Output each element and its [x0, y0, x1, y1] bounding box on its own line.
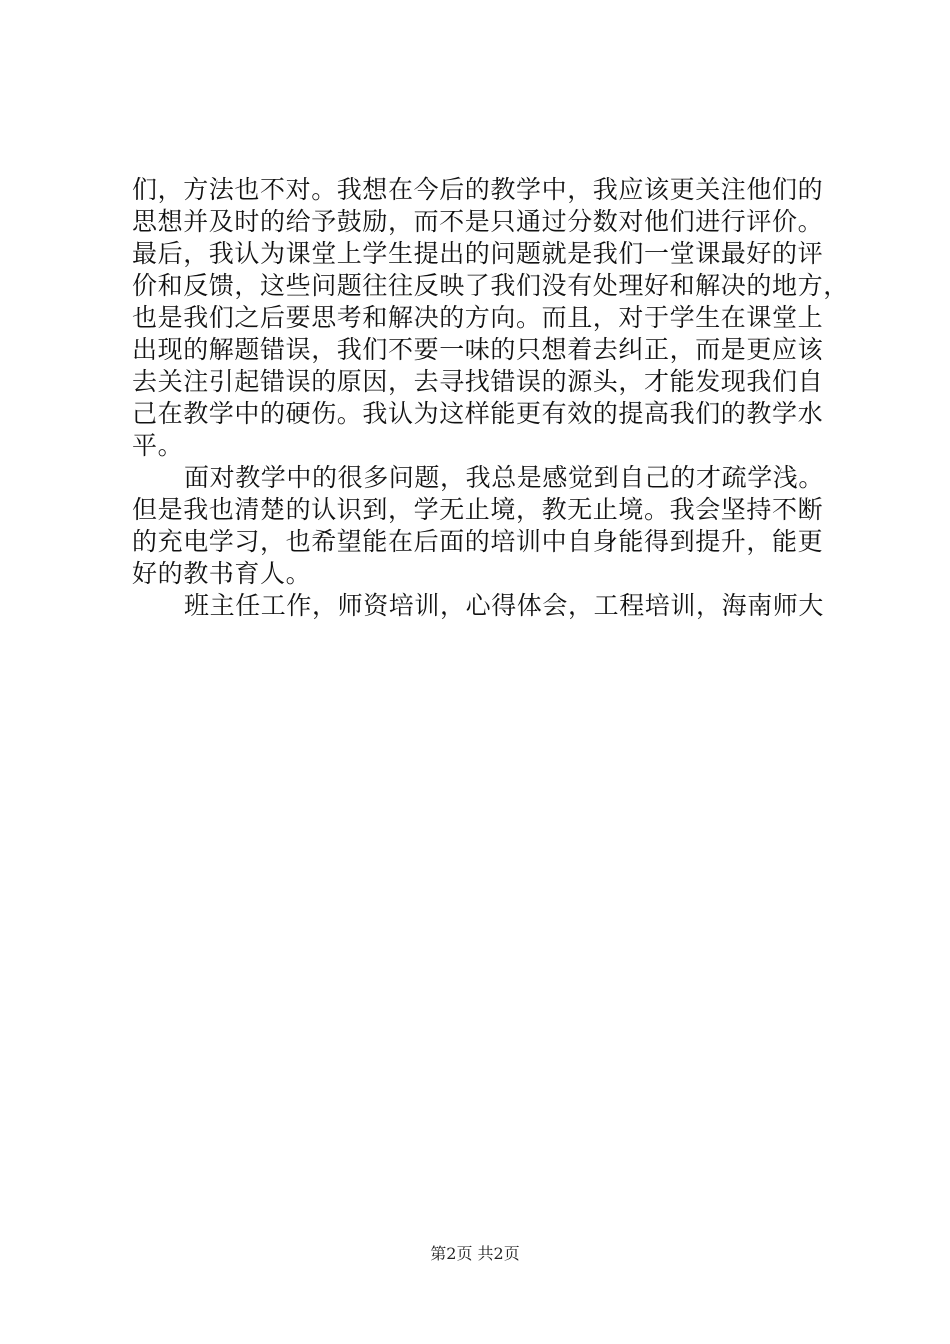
- text-line: 价和反馈，这些问题往往反映了我们没有处理好和解决的地方，: [132, 271, 849, 300]
- text-line: 们，方法也不对。我想在今后的教学中，我应该更关注他们的: [132, 175, 824, 204]
- keywords-line: 班主任工作，师资培训，心得体会，工程培训，海南师大: [184, 591, 825, 620]
- paragraph-first-line: 面对教学中的很多问题，我总是感觉到自己的才疏学浅。: [184, 463, 825, 492]
- text-line: 思想并及时的给予鼓励，而不是只通过分数对他们进行评价。: [132, 207, 824, 236]
- text-line: 最后，我认为课堂上学生提出的问题就是我们一堂课最好的评: [132, 239, 824, 268]
- text-line: 去关注引起错误的原因，去寻找错误的源头，才能发现我们自: [132, 367, 824, 396]
- text-line: 的充电学习，也希望能在后面的培训中自身能得到提升，能更: [132, 527, 824, 556]
- text-line: 好的教书育人。: [132, 559, 312, 588]
- text-line: 己在教学中的硬伤。我认为这样能更有效的提高我们的教学水: [132, 399, 824, 428]
- text-line: 但是我也清楚的认识到，学无止境，教无止境。我会坚持不断: [132, 495, 824, 524]
- document-body: [132, 174, 849, 622]
- page-number-footer: 第2页 共2页: [430, 1244, 520, 1263]
- text-line: 平。: [132, 431, 184, 460]
- text-line: 出现的解题错误，我们不要一味的只想着去纠正，而是更应该: [132, 335, 824, 364]
- text-line: 也是我们之后要思考和解决的方向。而且，对于学生在课堂上: [132, 303, 824, 332]
